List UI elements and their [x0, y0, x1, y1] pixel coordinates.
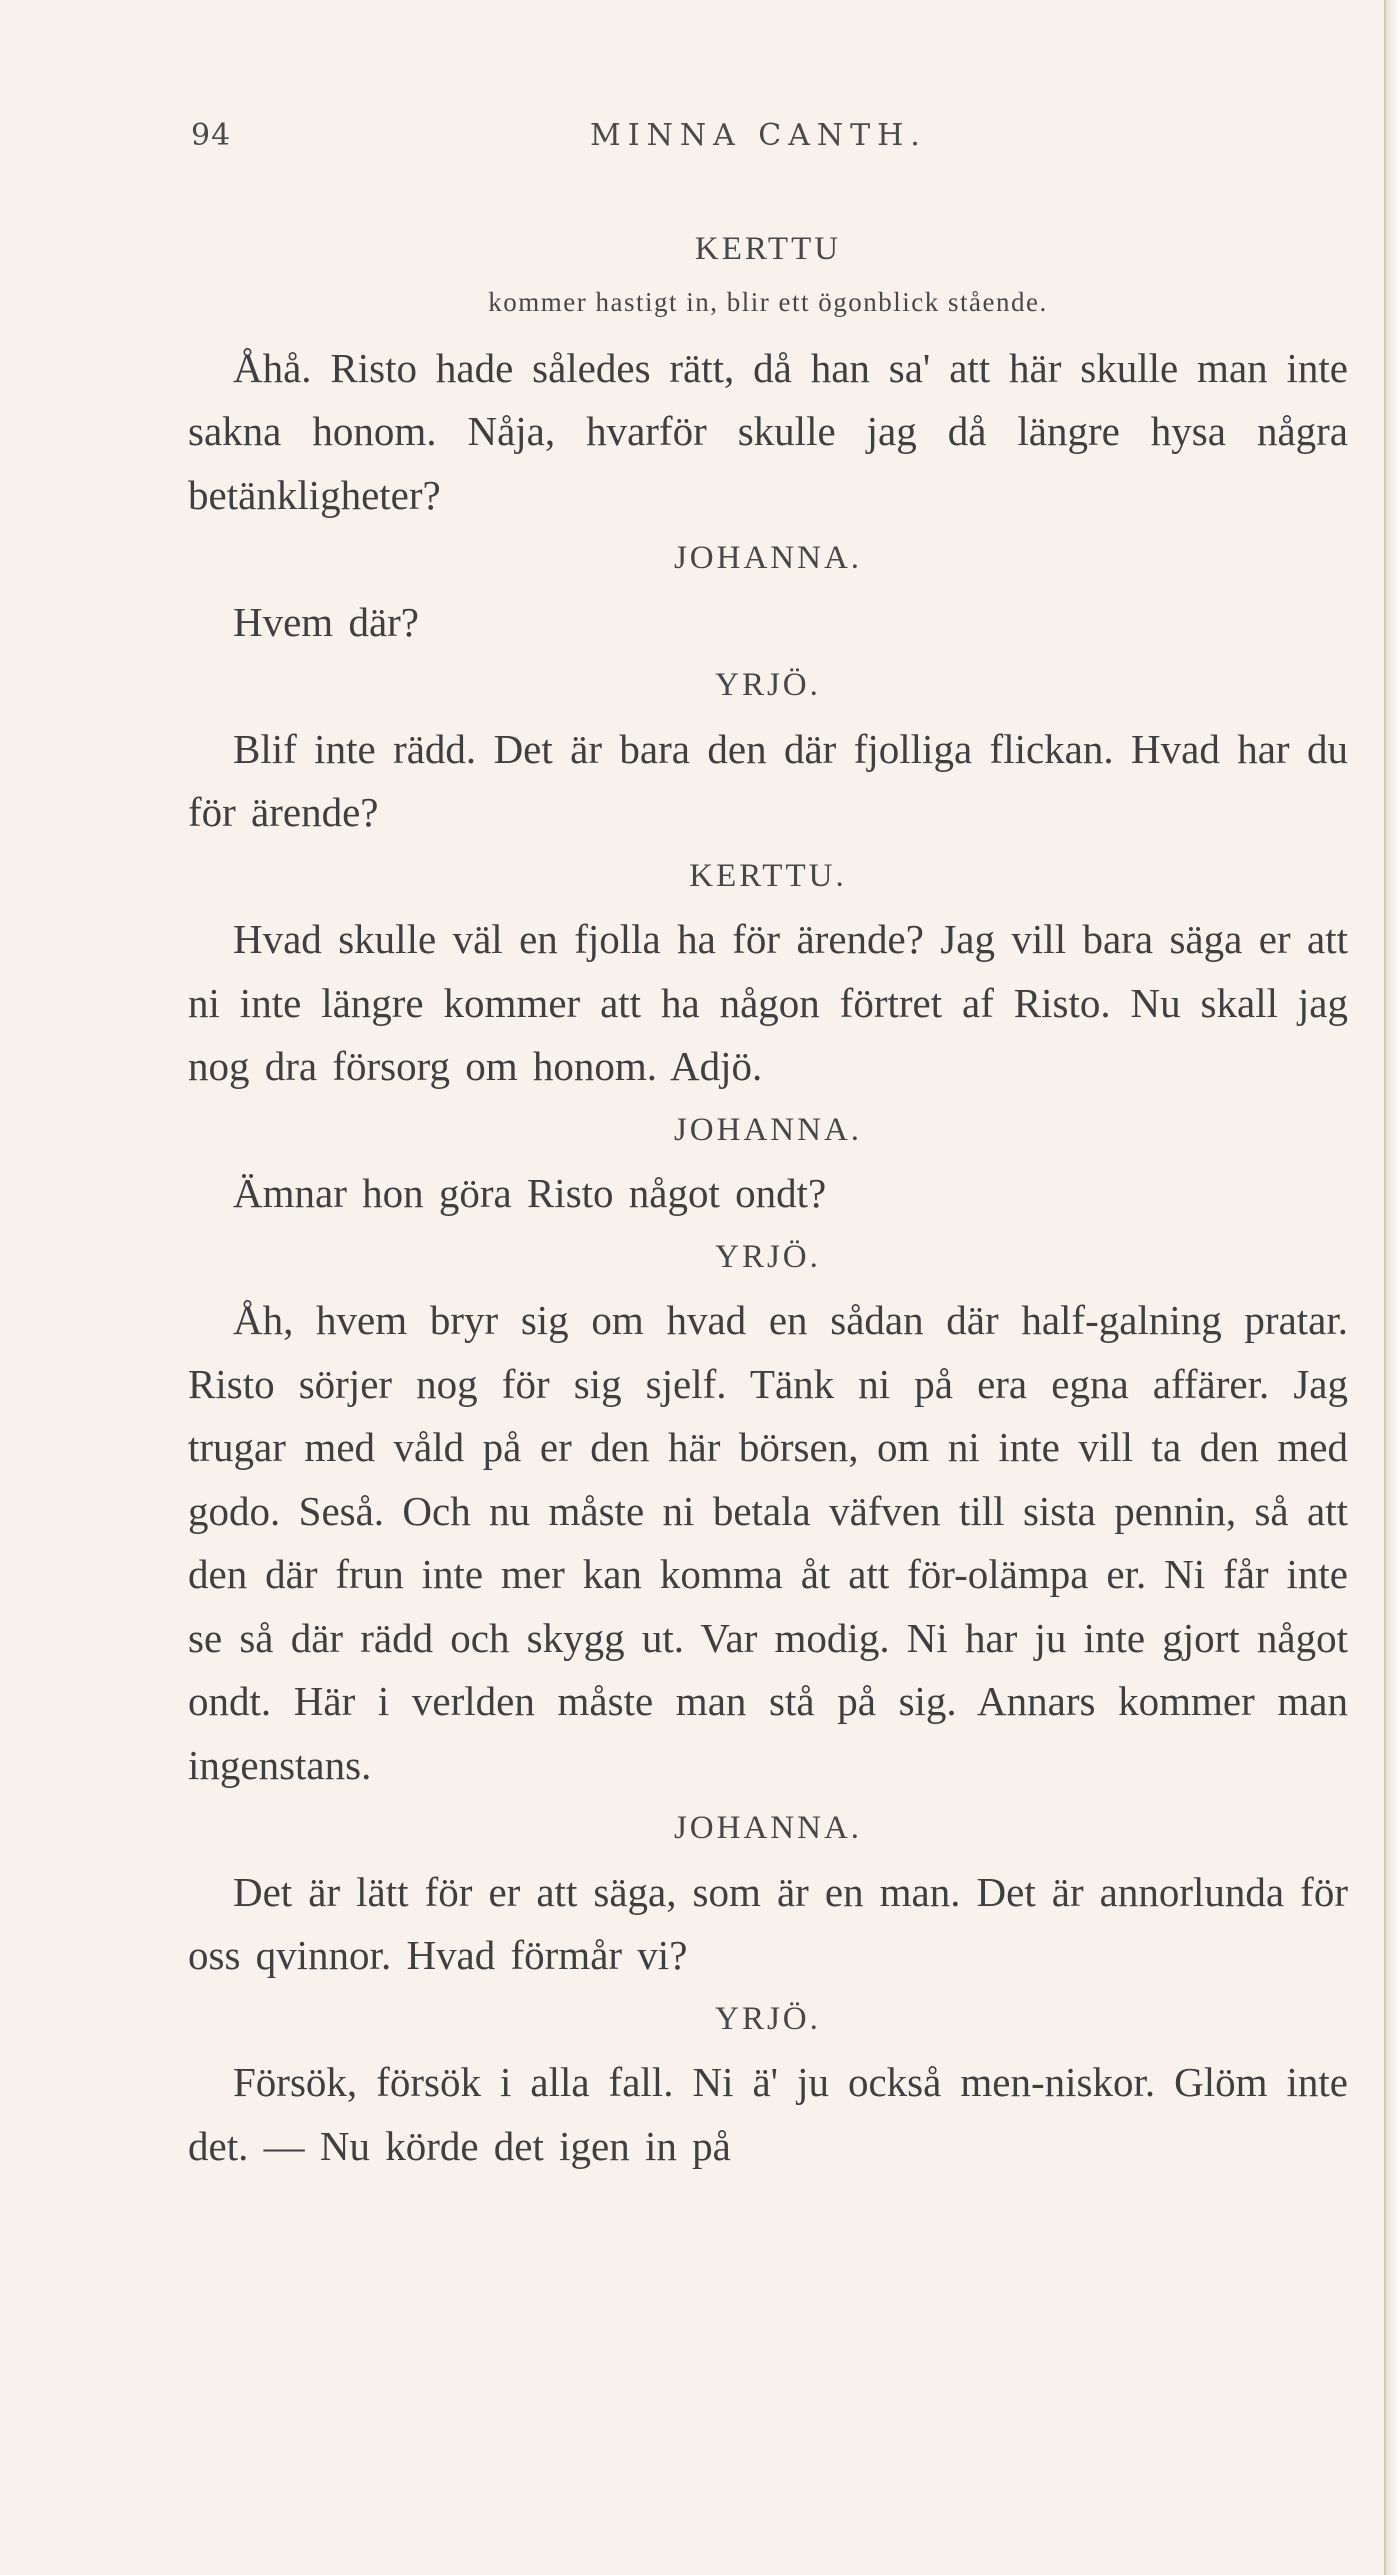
- speech: [188, 1289, 1348, 1797]
- page-number: 94: [191, 118, 232, 153]
- play-text: [188, 218, 1348, 2178]
- speech-text: Blif inte rädd. Det är bara den där fjolliga flickan. Hvad har du för ärende?: [188, 725, 1348, 835]
- page-header: [0, 118, 1400, 168]
- page-edge: [1384, 0, 1400, 2575]
- speech: [188, 591, 1348, 655]
- speech-text: Försök, försök i alla fall. Ni ä' ju också men-niskor. Glöm inte det. — Nu körde det igen in på: [188, 2059, 1348, 2169]
- speech-text: Det är lätt för er att säga, som är en man. Det är annorlunda för oss qvinnor. Hvad förmår vi?: [188, 1868, 1348, 1978]
- speaker-name: YRJÖ.: [715, 2000, 821, 2037]
- speech: [188, 1162, 1348, 1226]
- speech-text: Hvem där?: [233, 598, 419, 645]
- speech-text: Åh, hvem bryr sig om hvad en sådan där half-galning pratar. Risto sörjer nog för sig sjelf. Tänk ni på era egna affärer. Jag trugar med våld på er den här börsen, om ni inte vill ta den med godo. Seså. Och nu måste ni betala väfven till sista pennin, så att den där frun inte mer kan komma åt att för-olämpa er. Ni får inte se så där rädd och skygg ut. Var modig. Ni har ju inte gjort något ondt. Här i verlden måste man stå på sig. Annars kommer man ingenstans.: [188, 1297, 1348, 1788]
- speech: [188, 2051, 1348, 2178]
- running-head: MINNA CANTH.: [590, 118, 927, 153]
- speech: [188, 718, 1348, 845]
- stage-direction: kommer hastigt in, blir ett ögonblick stående.: [488, 286, 1048, 317]
- speaker-name: JOHANNA.: [673, 540, 863, 576]
- speaker-name: KERTTU: [694, 231, 842, 267]
- speech-text: Hvad skulle väl en fjolla ha för ärende? Jag vill bara säga er att ni inte längre kommer att ha någon förtret af Risto. Nu skall jag nog dra försorg om honom. Adjö.: [188, 916, 1348, 1089]
- speech: [188, 1861, 1348, 1988]
- speaker-name: JOHANNA.: [673, 1111, 863, 1148]
- speech: [188, 337, 1348, 528]
- speaker-name: JOHANNA.: [673, 1810, 863, 1846]
- speech-text: Åhå. Risto hade således rätt, då han sa' att här skulle man inte sakna honom. Nåja, hvarför skulle jag då längre hysa några betänkligheter?: [188, 344, 1348, 518]
- speaker-name: YRJÖ.: [715, 667, 821, 703]
- speech: [188, 908, 1348, 1099]
- speaker-name: YRJÖ.: [715, 1238, 821, 1275]
- speaker-name: KERTTU.: [689, 857, 847, 894]
- speech-text: Ämnar hon göra Risto något ondt?: [233, 1170, 827, 1216]
